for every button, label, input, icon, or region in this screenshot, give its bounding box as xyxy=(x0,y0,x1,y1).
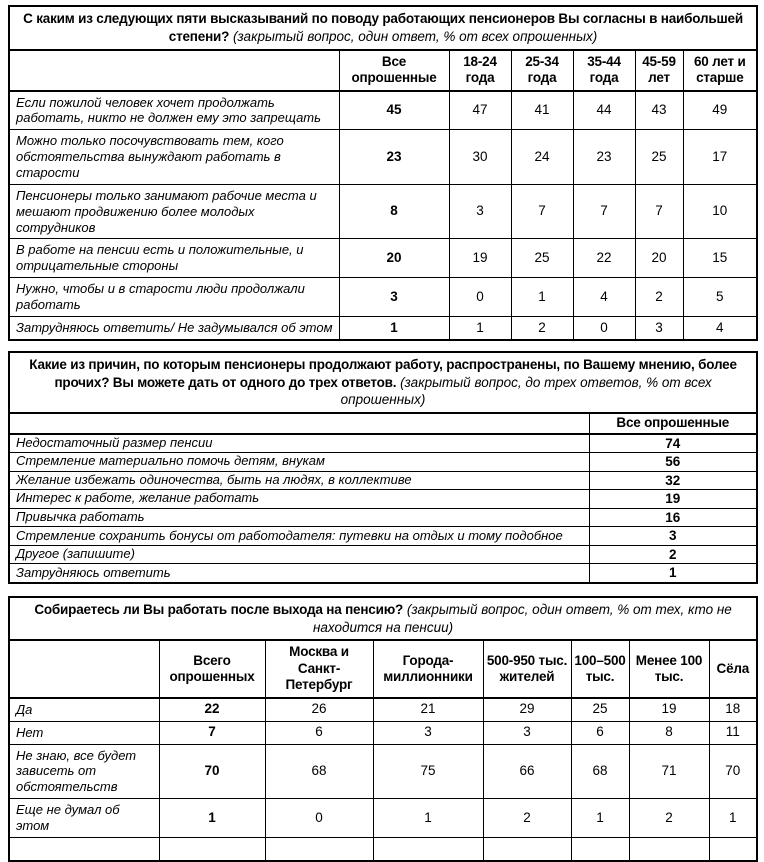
value-cell: 5 xyxy=(683,278,757,317)
table-plan-to-work-after-retirement xyxy=(8,596,758,862)
corner-cell xyxy=(9,640,159,697)
value-cell: 25 xyxy=(571,698,629,721)
table-title: Какие из причин, по которым пенсионеры продолжают работу, распространены, по Вашему мнению, более прочих? Вы можете дать от одного до трех ответов. xyxy=(29,356,737,390)
value-cell: 2 xyxy=(635,278,683,317)
row-label: Затрудняюсь ответить xyxy=(9,564,589,583)
column-header: 25-34 года xyxy=(511,50,573,91)
value-cell: 4 xyxy=(573,278,635,317)
table-subtitle: (закрытый вопрос, один ответ, % от тех, кто не находится на пенсии) xyxy=(312,601,732,635)
column-header: 45-59 лет xyxy=(635,50,683,91)
table-row-cutoff xyxy=(9,837,757,860)
value-cell: 19 xyxy=(449,239,511,278)
value-cell: 70 xyxy=(709,744,757,799)
value-cell: 3 xyxy=(635,316,683,339)
value-cell: 6 xyxy=(265,721,373,744)
value-cell: 41 xyxy=(511,91,573,130)
column-header: 35-44 года xyxy=(573,50,635,91)
table-row xyxy=(9,434,757,453)
row-label: Не знаю, все будет зависеть от обстоятельств xyxy=(9,744,159,799)
value-cell-total: 70 xyxy=(159,744,265,799)
value-cell-total: 74 xyxy=(589,434,757,453)
value-cell-total: 56 xyxy=(589,453,757,472)
value-cell-total: 32 xyxy=(589,471,757,490)
table-title-cell xyxy=(9,597,757,641)
empty-cell xyxy=(159,837,265,860)
value-cell-total: 20 xyxy=(339,239,449,278)
row-label: Привычка работать xyxy=(9,508,589,527)
value-cell-total: 19 xyxy=(589,490,757,509)
value-cell-total: 45 xyxy=(339,91,449,130)
table-row xyxy=(9,453,757,472)
empty-cell xyxy=(629,837,709,860)
value-cell-total: 1 xyxy=(589,564,757,583)
table-subtitle: (закрытый вопрос, один ответ, % от всех опрошенных) xyxy=(232,28,598,44)
value-cell: 26 xyxy=(265,698,373,721)
row-label: Еще не думал об этом xyxy=(9,799,159,838)
table-row xyxy=(9,278,757,317)
value-cell-total: 1 xyxy=(339,316,449,339)
table-row xyxy=(9,91,757,130)
row-label: Если пожилой человек хочет продолжать работать, никто не должен ему это запрещать xyxy=(9,91,339,130)
table-row xyxy=(9,698,757,721)
column-header: Все опрошенные xyxy=(339,50,449,91)
table-title: С каким из следующих пяти высказываний по поводу работающих пенсионеров Вы согласны в наибольшей степени? xyxy=(23,11,743,44)
value-cell: 68 xyxy=(571,744,629,799)
value-cell-total: 22 xyxy=(159,698,265,721)
value-cell: 2 xyxy=(511,316,573,339)
column-header: Менее 100 тыс. xyxy=(629,640,709,697)
value-cell: 21 xyxy=(373,698,483,721)
value-cell: 66 xyxy=(483,744,571,799)
value-cell: 4 xyxy=(683,316,757,339)
table-row xyxy=(9,527,757,546)
table-row xyxy=(9,130,757,185)
value-cell: 24 xyxy=(511,130,573,185)
value-cell: 23 xyxy=(573,130,635,185)
row-label: Нет xyxy=(9,721,159,744)
value-cell: 25 xyxy=(511,239,573,278)
row-label: Нужно, чтобы и в старости люди продолжали работать xyxy=(9,278,339,317)
value-cell: 22 xyxy=(573,239,635,278)
table-row xyxy=(9,184,757,239)
value-cell: 1 xyxy=(571,799,629,838)
empty-cell xyxy=(265,837,373,860)
corner-cell xyxy=(9,413,589,433)
value-cell-total: 8 xyxy=(339,184,449,239)
table-title: Собираетесь ли Вы работать после выхода на пенсию? xyxy=(34,601,404,617)
value-cell: 30 xyxy=(449,130,511,185)
value-cell: 3 xyxy=(449,184,511,239)
empty-cell xyxy=(709,837,757,860)
value-cell: 68 xyxy=(265,744,373,799)
value-cell: 6 xyxy=(571,721,629,744)
value-cell: 43 xyxy=(635,91,683,130)
value-cell: 29 xyxy=(483,698,571,721)
row-label: Стремление сохранить бонусы от работодателя: путевки на отдых и тому подобное xyxy=(9,527,589,546)
table-row xyxy=(9,471,757,490)
table-row xyxy=(9,799,757,838)
value-cell-total: 1 xyxy=(159,799,265,838)
table-reasons-pensioners-keep-working xyxy=(8,351,758,584)
table-statements-about-working-pensioners xyxy=(8,5,758,341)
value-cell: 7 xyxy=(573,184,635,239)
value-cell: 3 xyxy=(483,721,571,744)
value-cell-total: 23 xyxy=(339,130,449,185)
table-row xyxy=(9,564,757,583)
row-label: Желание избежать одиночества, быть на людях, в коллективе xyxy=(9,471,589,490)
table-row xyxy=(9,490,757,509)
value-cell: 0 xyxy=(573,316,635,339)
table-row xyxy=(9,744,757,799)
column-header: 500-950 тыс. жителей xyxy=(483,640,571,697)
value-cell: 44 xyxy=(573,91,635,130)
value-cell: 47 xyxy=(449,91,511,130)
table-row xyxy=(9,316,757,339)
value-cell: 71 xyxy=(629,744,709,799)
empty-cell xyxy=(9,837,159,860)
empty-cell xyxy=(483,837,571,860)
value-cell: 1 xyxy=(373,799,483,838)
corner-cell xyxy=(9,50,339,91)
row-label: Недостаточный размер пенсии xyxy=(9,434,589,453)
value-cell-total: 2 xyxy=(589,545,757,564)
table-title-cell xyxy=(9,352,757,413)
value-cell-total: 7 xyxy=(159,721,265,744)
row-label: Другое (запишите) xyxy=(9,545,589,564)
value-cell-total: 16 xyxy=(589,508,757,527)
row-label: Пенсионеры только занимают рабочие места и мешают продвижению более молодых сотрудников xyxy=(9,184,339,239)
row-label: Да xyxy=(9,698,159,721)
value-cell: 15 xyxy=(683,239,757,278)
table-row xyxy=(9,721,757,744)
value-cell: 2 xyxy=(629,799,709,838)
empty-cell xyxy=(373,837,483,860)
column-header: 100–500 тыс. xyxy=(571,640,629,697)
value-cell: 49 xyxy=(683,91,757,130)
value-cell: 0 xyxy=(449,278,511,317)
row-label: Стремление материально помочь детям, внукам xyxy=(9,453,589,472)
value-cell: 1 xyxy=(511,278,573,317)
value-cell-total: 3 xyxy=(339,278,449,317)
value-cell: 11 xyxy=(709,721,757,744)
value-cell: 7 xyxy=(511,184,573,239)
table-row xyxy=(9,508,757,527)
table-subtitle: (закрытый вопрос, до трех ответов, % от всех опрошенных) xyxy=(340,374,712,408)
value-cell: 1 xyxy=(449,316,511,339)
column-header: 60 лет и старше xyxy=(683,50,757,91)
value-cell: 3 xyxy=(373,721,483,744)
value-cell-total: 3 xyxy=(589,527,757,546)
row-label: Можно только посочувствовать тем, кого обстоятельства вынуждают работать в старости xyxy=(9,130,339,185)
row-label: В работе на пенсии есть и положительные, и отрицательные стороны xyxy=(9,239,339,278)
table-title-cell xyxy=(9,6,757,50)
column-header: Москва и Санкт-Петербург xyxy=(265,640,373,697)
empty-cell xyxy=(571,837,629,860)
table-row xyxy=(9,239,757,278)
value-cell: 2 xyxy=(483,799,571,838)
column-header: Города-миллионники xyxy=(373,640,483,697)
column-header: 18-24 года xyxy=(449,50,511,91)
value-cell: 17 xyxy=(683,130,757,185)
column-header: Все опрошенные xyxy=(589,413,757,433)
column-header: Сёла xyxy=(709,640,757,697)
value-cell: 1 xyxy=(709,799,757,838)
row-label: Затрудняюсь ответить/ Не задумывался об этом xyxy=(9,316,339,339)
column-header: Всего опрошенных xyxy=(159,640,265,697)
value-cell: 7 xyxy=(635,184,683,239)
value-cell: 19 xyxy=(629,698,709,721)
value-cell: 0 xyxy=(265,799,373,838)
value-cell: 75 xyxy=(373,744,483,799)
value-cell: 25 xyxy=(635,130,683,185)
row-label: Интерес к работе, желание работать xyxy=(9,490,589,509)
value-cell: 20 xyxy=(635,239,683,278)
value-cell: 10 xyxy=(683,184,757,239)
value-cell: 18 xyxy=(709,698,757,721)
table-row xyxy=(9,545,757,564)
value-cell: 8 xyxy=(629,721,709,744)
